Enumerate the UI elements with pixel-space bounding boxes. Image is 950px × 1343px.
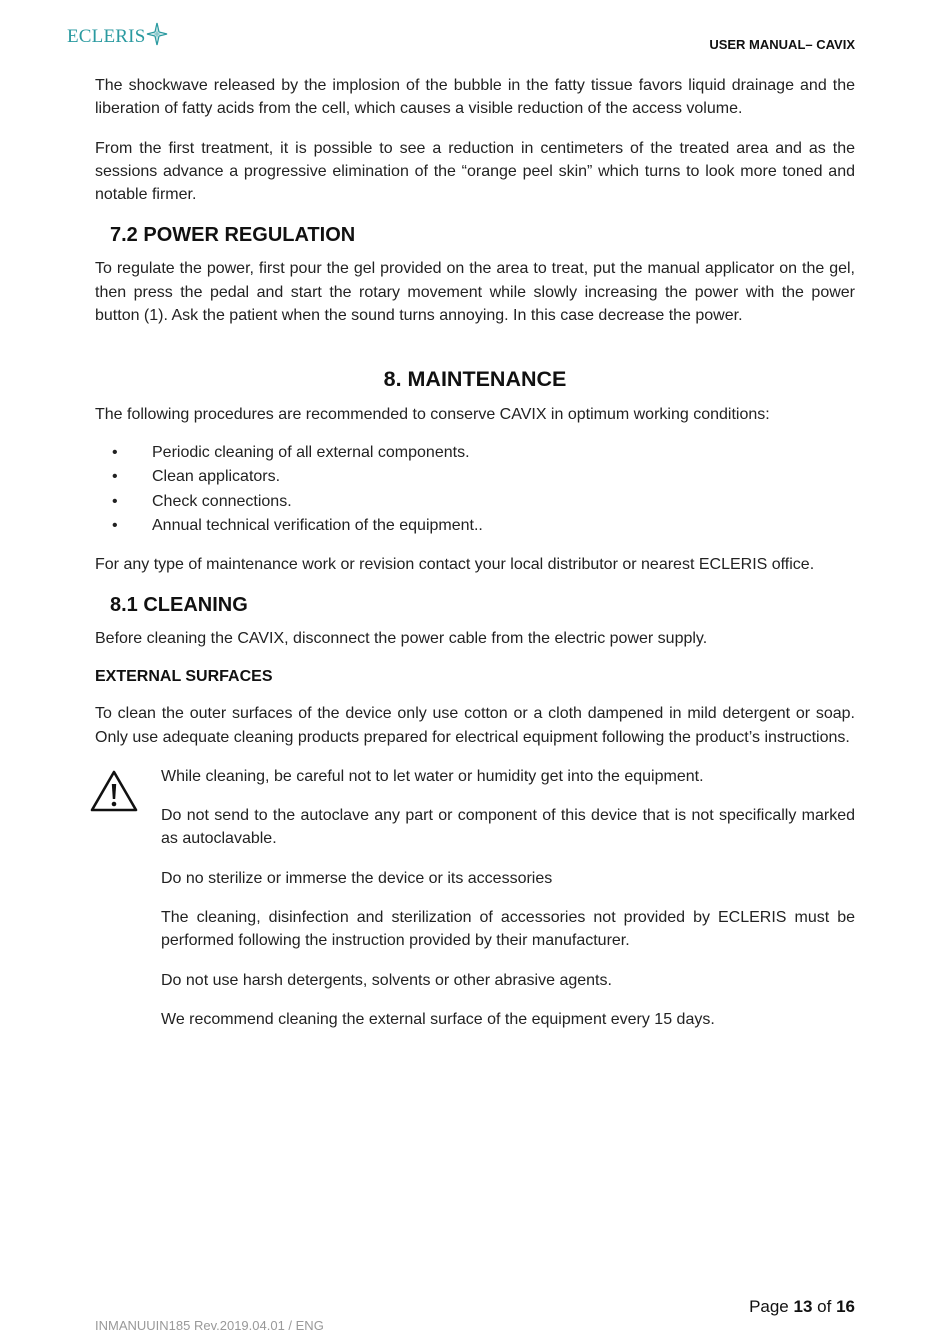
cleaning-heading: 8.1 CLEANING xyxy=(110,593,248,616)
page-current: 13 xyxy=(793,1297,813,1316)
header-title: USER MANUAL– CAVIX xyxy=(709,37,855,52)
list-item-text: Periodic cleaning of all external components. xyxy=(152,443,470,461)
page-total: 16 xyxy=(836,1297,855,1316)
page-content xyxy=(95,74,855,1047)
page-number xyxy=(749,1297,855,1317)
star-icon xyxy=(146,22,168,46)
warning-text: Do not use harsh detergents, solvents or other abrasive agents. xyxy=(161,971,612,989)
list-item-text: Clean applicators. xyxy=(152,468,281,486)
warning-text: Do not send to the autoclave any part or component of this device that is not specifically marked as autoclavable. xyxy=(161,807,855,848)
warning-text: The cleaning, disinfection and sterilization of accessories not provided by ECLERIS must be performed following the instruction provided by their manufacturer. xyxy=(161,909,855,950)
page-prefix: Page xyxy=(749,1297,789,1316)
warning-triangle-icon xyxy=(90,769,138,813)
ecleris-logo xyxy=(67,26,168,48)
logo-text: ECLERIS xyxy=(67,26,146,47)
warning-text: Do no sterilize or immerse the device or its accessories xyxy=(161,869,553,887)
list-item xyxy=(95,465,855,490)
external-surfaces-heading: EXTERNAL SURFACES xyxy=(95,668,273,686)
bullet-icon: • xyxy=(112,468,118,486)
bullet-icon: • xyxy=(112,517,118,535)
power-regulation-heading: 7.2 POWER REGULATION xyxy=(110,224,356,247)
maintenance-intro: The following procedures are recommended to conserve CAVIX in optimum working conditions: xyxy=(95,406,770,424)
intro-paragraph-2: From the first treatment, it is possible to see a reduction in centimeters of the treated area and as the sessions advance a progressive elimination of the “orange peel skin” which turns to look more toned and notable firmer. xyxy=(95,139,855,204)
cleaning-intro: Before cleaning the CAVIX, disconnect the power cable from the electric power supply. xyxy=(95,629,708,647)
maintenance-contact: For any type of maintenance work or revision contact your local distributor or nearest ECLERIS office. xyxy=(95,555,815,573)
power-regulation-text: To regulate the power, first pour the gel provided on the area to treat, put the manual applicator on the gel, then press the pedal and start the rotary movement while slowly increasing the power with the power button (1). Ask the patient when the sound turns annoying. In this case decrease the power. xyxy=(95,260,855,325)
page-of: of xyxy=(817,1297,832,1316)
list-item xyxy=(95,514,855,539)
warning-block xyxy=(95,765,855,1031)
warning-text: While cleaning, be careful not to let water or humidity get into the equipment. xyxy=(161,767,704,785)
intro-paragraph-1: The shockwave released by the implosion of the bubble in the fatty tissue favors liquid drainage and the liberation of fatty acids from the cell, which causes a visible reduction of the access volume. xyxy=(95,77,855,118)
maintenance-heading: 8. MAINTENANCE xyxy=(383,367,567,392)
bullet-icon: • xyxy=(112,492,118,510)
list-item-text: Annual technical verification of the equipment.. xyxy=(152,517,483,535)
warning-text: We recommend cleaning the external surface of the equipment every 15 days. xyxy=(161,1010,715,1028)
list-item-text: Check connections. xyxy=(152,492,292,510)
maintenance-list xyxy=(95,441,855,539)
document-code: INMANUUIN185 Rev.2019.04.01 / ENG xyxy=(95,1318,324,1333)
list-item xyxy=(95,490,855,515)
external-surfaces-text: To clean the outer surfaces of the device only use cotton or a cloth dampened in mild detergent or soap. Only use adequate cleaning products prepared for electrical equipment following the product’s instructions. xyxy=(95,705,855,746)
bullet-icon: • xyxy=(112,443,118,461)
list-item xyxy=(95,441,855,466)
